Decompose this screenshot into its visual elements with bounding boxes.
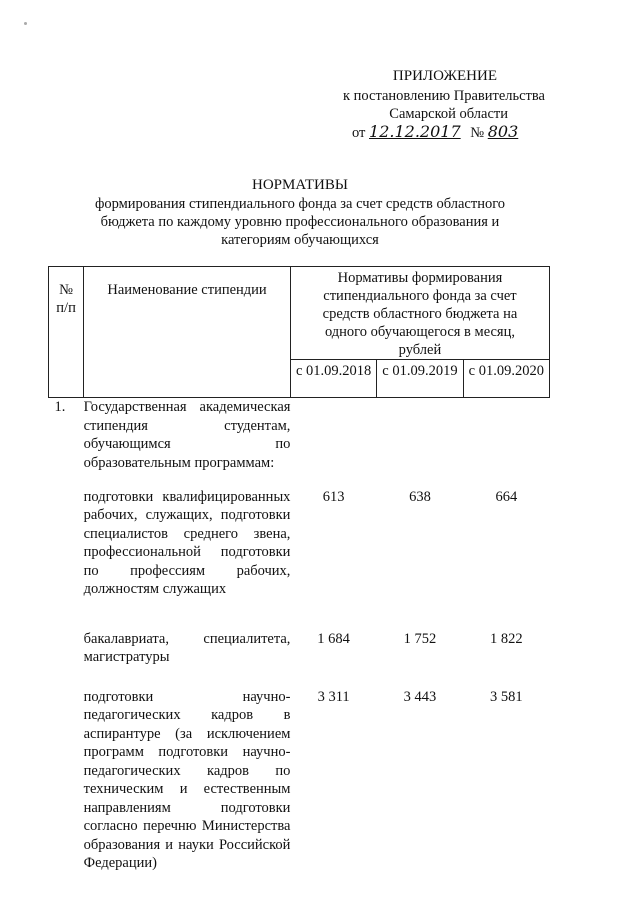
handwritten-number: 803	[487, 122, 519, 141]
scan-dot	[24, 22, 27, 25]
document-subtitle-1: формирования стипендиального фонда за счет средств областного	[94, 196, 506, 212]
document-title: НОРМАТИВЫ	[252, 177, 348, 193]
appendix-line-1: к постановлению Правительства	[343, 88, 545, 104]
norms-table	[48, 266, 550, 873]
row-value: 3 581	[490, 688, 523, 705]
table-row	[49, 630, 550, 688]
row-value: 3 311	[317, 688, 350, 705]
row-value	[377, 398, 463, 488]
row-name: подготовки научно-педагогических кадров в аспирантуре (за исключением программ подготовки научно-педагогических кадров по техническим и естественным направлениям подготовки согласно перечню Министерства образования и науки Российской Федерации)	[83, 688, 291, 871]
number-label: №	[470, 125, 485, 141]
row-value: 1 752	[403, 630, 437, 647]
row-value: 664	[495, 488, 518, 505]
appendix-date-line	[352, 122, 518, 142]
row-num	[49, 488, 84, 630]
row-name: подготовки квалифицированных рабочих, служащих, подготовки специалистов среднего звена, профессиональной подготовки по профессиям рабочих, должностям служащих	[83, 488, 291, 597]
header-date-2020: с 01.09.2020	[463, 360, 549, 398]
header-date-2018: с 01.09.2018	[290, 360, 376, 398]
row-value: 638	[409, 488, 431, 505]
row-num	[49, 688, 84, 873]
header-norms: Нормативы формирования стипендиального фонда за счет средств областного бюджета на одного обучающегося в месяц, рублей	[290, 267, 549, 360]
appendix-line-2: Самарской области	[389, 106, 508, 122]
row-value	[290, 398, 376, 488]
row-name: бакалавриата, специалитета, магистратуры	[83, 630, 291, 665]
from-label: от	[352, 125, 366, 141]
header-num: № п/п	[49, 267, 84, 398]
appendix-title: ПРИЛОЖЕНИЕ	[392, 68, 497, 84]
row-name: Государственная академическая стипендия студентам, обучающимся по образовательным программам:	[83, 399, 291, 471]
row-value: 1 822	[490, 630, 523, 647]
row-value: 613	[322, 488, 345, 505]
table-row	[49, 398, 550, 488]
row-num	[49, 630, 84, 688]
row-num: 1.	[54, 399, 66, 415]
header-name: Наименование стипендии	[84, 267, 291, 398]
row-value	[463, 398, 549, 488]
row-value: 3 443	[403, 688, 437, 705]
row-value: 1 684	[317, 630, 350, 647]
document-subtitle-2: бюджета по каждому уровню профессионального образования и	[100, 214, 500, 230]
handwritten-date: 12.12.2017	[369, 122, 461, 141]
document-subtitle-3: категориям обучающихся	[221, 232, 379, 248]
header-date-2019: с 01.09.2019	[377, 360, 463, 398]
table-row	[49, 688, 550, 873]
table-row	[49, 488, 550, 630]
